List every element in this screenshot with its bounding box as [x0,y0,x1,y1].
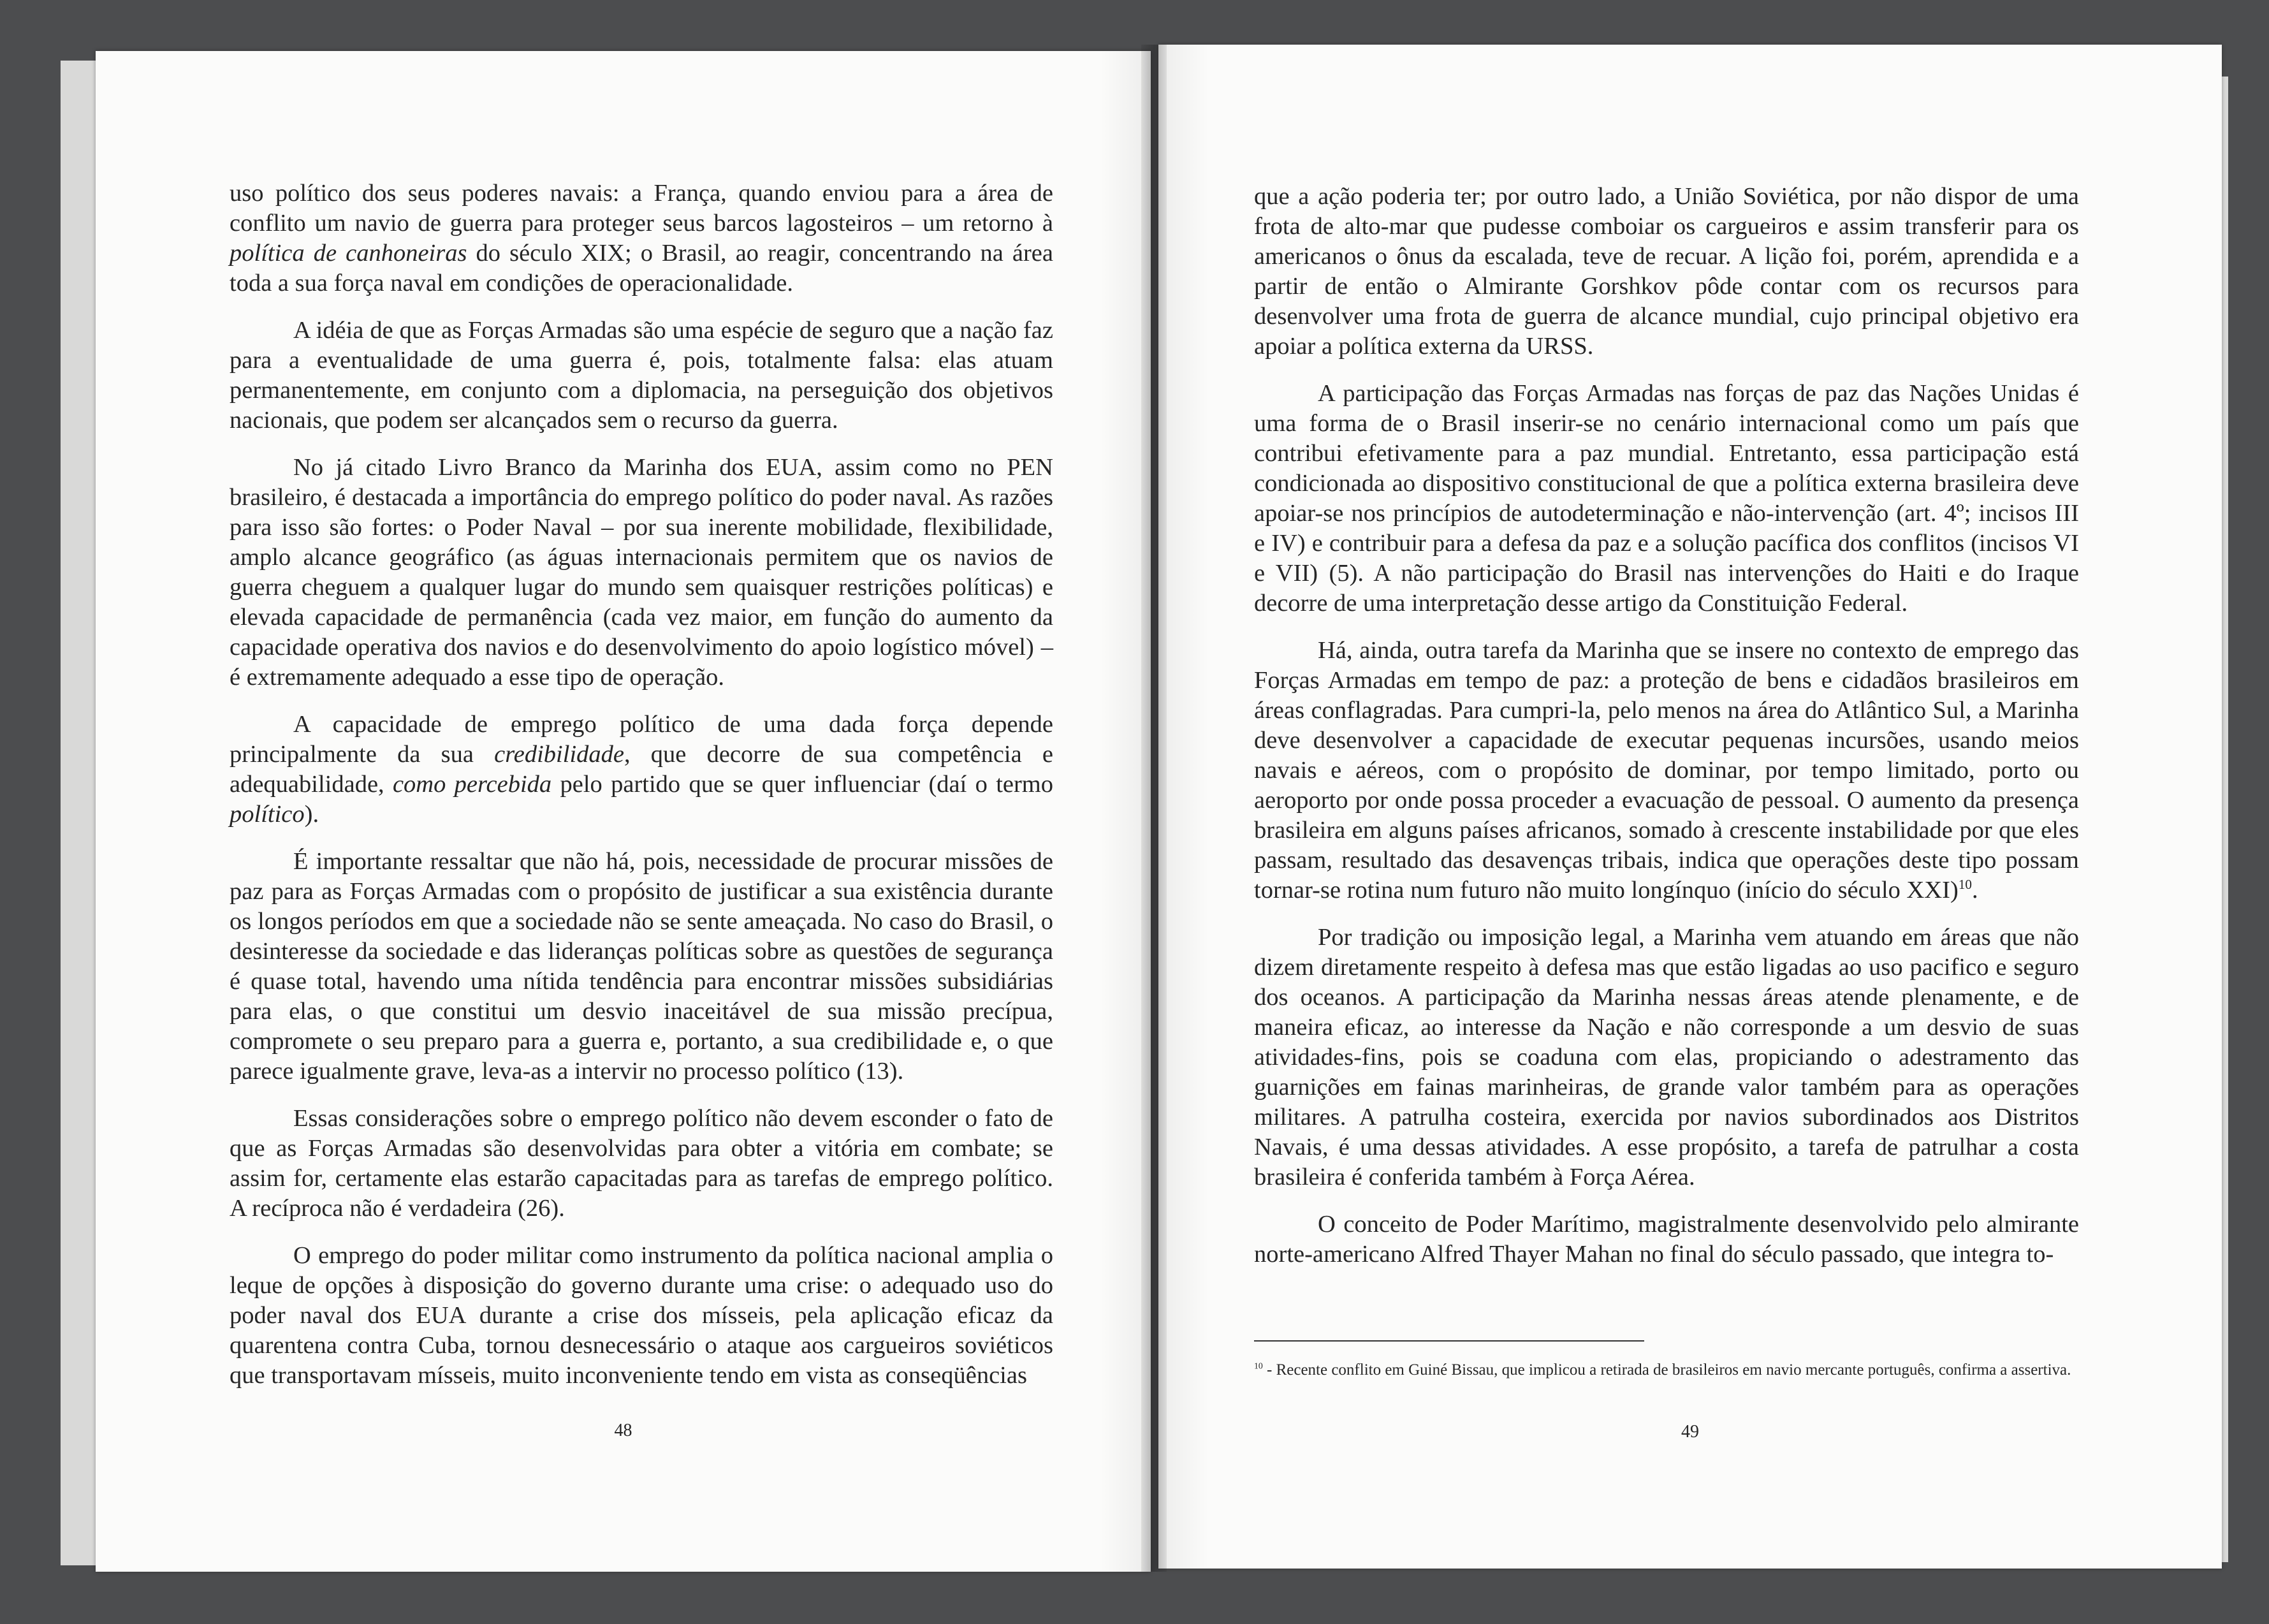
italic-text: político [230,801,305,828]
paragraph [230,1241,1053,1391]
paragraph [1254,379,2079,618]
book-spine [1141,45,1167,1572]
text-run: Essas considerações sobre o emprego político não devem esconder o fato de que as Forças Armadas são desenvolvidas para obter a vitória em combate; se assim for, certamente elas estarão capacitadas para as tarefas de emprego político. A recíproca não é verdadeira (26). [230,1105,1053,1222]
text-run: A capacidade de emprego político de uma dada força depende principalmente da sua [230,711,1053,768]
footnote-marker: 10 [1254,1361,1263,1371]
text-run: A participação das Forças Armadas nas forças de paz das Nações Unidas é uma forma de o Brasil inserir-se no cenário internacional como um país que contribui efetivamente para a paz mundial. Entretanto, essa participação está condicionada ao dispositivo constitucional de que a política externa brasileira deve apoiar-se nos princípios de autodeterminação e não-intervenção (art. 4º; incisos III e IV) e contribuir para a defesa da paz e a solução pacífica dos conflitos (incisos VI e VII) (5). A não participação do Brasil nas intervenções do Haiti e do Iraque decorre de uma interpretação desse artigo da Constituição Federal. [1254,380,2079,617]
text-run: uso político dos seus poderes navais: a França, quando enviou para a área de conflito um navio de guerra para proteger seus barcos lagosteiros – um retorno à [230,180,1053,237]
left-page-body [230,179,1053,1408]
text-run: . [1971,877,1978,903]
paragraph [230,847,1053,1086]
text-run: ). [304,801,319,828]
page-number-left: 48 [614,1421,632,1440]
paragraph [1254,182,2079,362]
paragraph [230,453,1053,692]
paragraph [1254,636,2079,905]
paragraph [230,316,1053,435]
text-run: que a ação poderia ter; por outro lado, a União Soviética, por não dispor de uma frota de alto-mar que pudesse comboiar os cargueiros e assim transferir para os americanos o ônus da escalada, teve de recuar. A lição foi, porém, aprendida e a partir de então o Almirante Gorshkov pôde contar com os recursos para desenvolver uma frota de guerra de alcance mundial, cujo principal objetivo era apoiar a política externa da URSS. [1254,183,2079,360]
text-run: , que decorre de sua competência e adequabilidade, [230,741,1053,798]
italic-text: credibilidade [494,741,624,768]
paragraph [1254,923,2079,1192]
text-run: Por tradição ou imposição legal, a Marinha vem atuando em áreas que não dizem diretamente respeito à defesa mas que estão ligadas ao uso pacifico e seguro dos oceanos. A participação da Marinha nessas áreas atende plenamente, e de maneira eficaz, ao interesse da Nação e não corresponde a um desvio de suas atividades-fins, pois se coaduna com elas, propiciando o adestramento das guarnições em fainas marinheiras, de grande valor também para as operações militares. A patrulha costeira, exercida por navios subordinados aos Distritos Navais, é uma dessas atividades. A esse propósito, a tarefa de patrulhar a costa brasileira é conferida também à Força Aérea. [1254,924,2079,1190]
text-run: Há, ainda, outra tarefa da Marinha que se insere no contexto de emprego das Forças Armadas em tempo de paz: a proteção de bens e cidadãos brasileiros em áreas conflagradas. Para cumpri-la, pelo menos na área do Atlântico Sul, a Marinha deve desenvolver a capacidade de executar pequenas incursões, usando meios navais e aéreos, com o propósito de dominar, por tempo limitado, porto ou aeroporto por onde possa proceder a evacuação de pessoal. O aumento da presença brasileira em alguns países africanos, somado à crescente instabilidade por que eles passam, resultado das desavenças tribais, indica que operações deste tipo possam tornar-se rotina num futuro não muito longínquo (início do século XXI) [1254,637,2079,903]
right-page [1158,45,2222,1569]
right-page-body [1254,182,2079,1287]
text-run: O emprego do poder militar como instrumento da política nacional amplia o leque de opções à disposição do governo durante uma crise: o adequado uso do poder naval dos EUA durante a crise dos mísseis, pela aplicação eficaz da quarentena contra Cuba, tornou desnecessário o ataque aos cargueiros soviéticos que transportavam mísseis, muito inconveniente tendo em vista as conseqüências [230,1242,1053,1389]
footnote-reference: 10 [1958,877,1972,893]
footnote-text: - Recente conflito em Guiné Bissau, que implicou a retirada de brasileiros em navio mercante português, confirma a assertiva. [1262,1361,2071,1379]
text-run: É importante ressaltar que não há, pois, necessidade de procurar missões de paz para as Forças Armadas com o propósito de justificar a sua existência durante os longos períodos em que a sociedade não se sente ameaçada. No caso do Brasil, o desinteresse da sociedade e das lideranças políticas sobre as questões de segurança é quase total, havendo uma nítida tendência para encontrar missões subsidiárias para elas, o que constitui um desvio inaceitável de sua missão precípua, compromete o seu preparo para a guerra e, portanto, a sua credibilidade e, o que parece igualmente grave, leva-as a intervir no processo político (13). [230,848,1053,1085]
paragraph [230,1104,1053,1224]
text-run: pelo partido que se quer influenciar (daí o termo [551,771,1053,798]
paragraph [1254,1210,2079,1269]
italic-text: política de canhoneiras [230,240,467,267]
italic-text: como percebida [392,771,552,798]
text-run: do século XIX; o Brasil, ao reagir, concentrando na área toda a sua força naval em condições de operacionalidade. [230,240,1053,296]
page-number-right: 49 [1681,1422,1699,1442]
left-page [96,51,1151,1572]
footnote [1254,1359,2079,1380]
text-run: No já citado Livro Branco da Marinha dos EUA, assim como no PEN brasileiro, é destacada a importância do emprego político do poder naval. As razões para isso são fortes: o Poder Naval – por sua inerente mobilidade, flexibilidade, amplo alcance geográfico (as águas internacionais permitem que os navios de guerra cheguem a qualquer lugar do mundo sem quaisquer restrições políticas) e elevada capacidade de permanência (cada vez maior, em função do aumento da capacidade operativa dos navios e do desenvolvimento do apoio logístico móvel) – é extremamente adequado a esse tipo de operação. [230,454,1053,691]
paragraph [230,179,1053,298]
text-run: O conceito de Poder Marítimo, magistralmente desenvolvido pelo almirante norte-americano Alfred Thayer Mahan no final do século passado, que integra to- [1254,1211,2079,1268]
text-run: A idéia de que as Forças Armadas são uma espécie de seguro que a nação faz para a eventualidade de uma guerra é, pois, totalmente falsa: elas atuam permanentemente, em conjunto com a diplomacia, na perseguição dos objetivos nacionais, que podem ser alcançados sem o recurso da guerra. [230,317,1053,434]
paragraph [230,710,1053,830]
footnote-separator [1254,1340,1644,1342]
